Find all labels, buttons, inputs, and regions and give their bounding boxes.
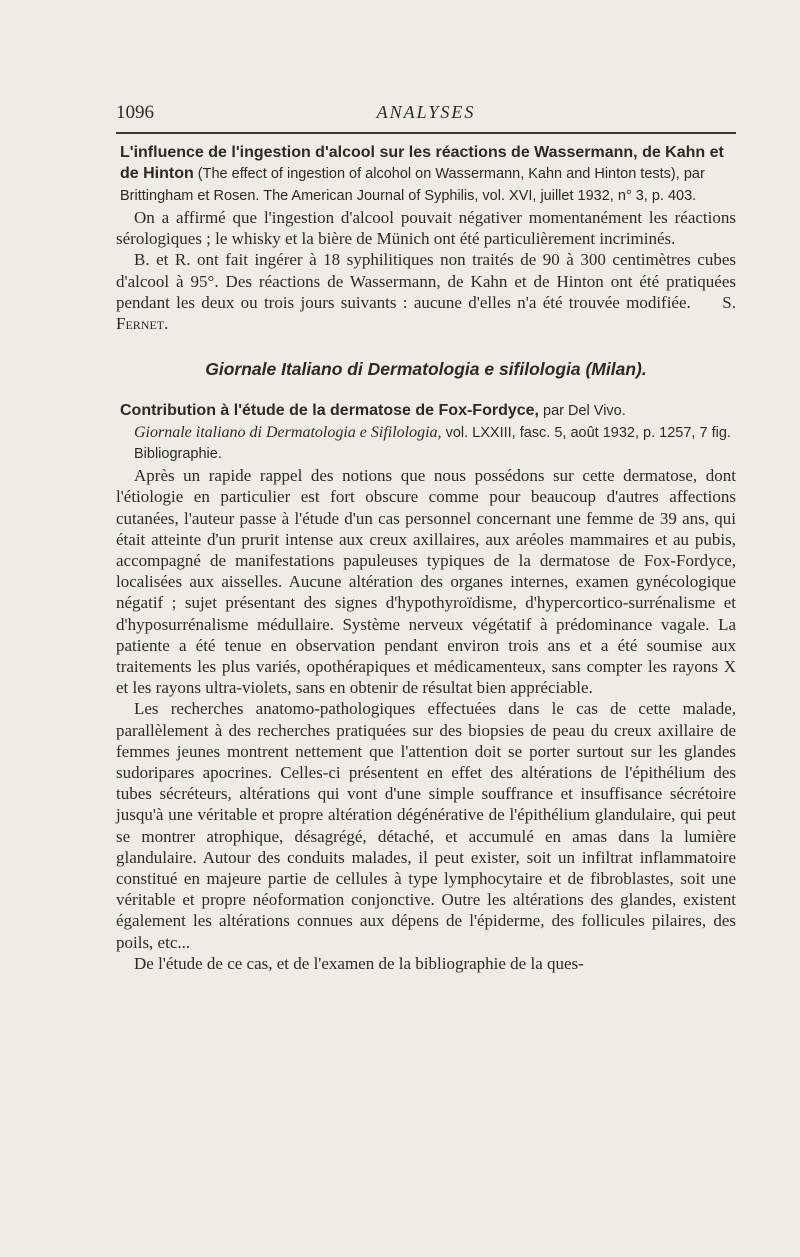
article-wassermann: [116, 142, 736, 334]
article-paragraph: Les recherches anatomo-pathologiques effectuées dans le cas de cette malade, parallèlement à des recherches pratiquées sur des biopsies de peau du creux axillaire de femmes jeunes montrent nettement que l'attention doit se porter surtout sur les glandes sudoripares apocrines. Celles-ci présentent en effet des altérations de l'épithélium des tubes sécréteurs, altérations qui vont d'une simple souffrance et insuffisance sécrétoire jusqu'à une véritable et propre altération dégénérative de l'épithélium glandulaire, qui peut se montrer atrophique, désagrégé, détaché, et accumulé en amas dans la lumière glandulaire. Autour des conduits malades, il peut exister, soit un infiltrat inflammatoire constitué en majeure partie de cellules à type lymphocytaire et de fibroblastes, soit une véritable et propre néoformation conjonctive. Outre les altérations des glandes, existent également les altérations connues aux dépens de l'épiderme, des follicules pilaires, des poils, etc...: [116, 699, 736, 952]
article-biblio-inline: (The effect of ingestion of alcohol on Wassermann, Kahn and Hinton tests), par: [193, 166, 705, 182]
article-title: [120, 400, 736, 422]
article-journal-details: vol. LXXIII, fasc. 5, août 1932, p. 1257, 7 fig. Bibliographie.: [134, 425, 731, 463]
running-head: ANALYSES: [376, 102, 476, 122]
article-journal: Giornale italiano di Dermatologia e Sifilologia,: [134, 424, 442, 442]
article-author-dot: .: [255, 188, 264, 204]
article-fox-fordyce: [116, 400, 736, 974]
header-rule: [116, 132, 736, 134]
page-number: 1096: [116, 102, 154, 123]
article-signature: S. Fernet.: [116, 292, 736, 334]
article-paragraph: Après un rapide rappel des notions que nous possédons sur cette dermatose, dont l'étiologie en particulier est fort obscure comme pour beaucoup d'autres affections cutanées, l'auteur passe à l'étude d'un cas personnel concernant une femme de 39 ans, qui était atteinte d'un prurit intense aux creux axillaires, aux aréoles mammaires et au pubis, accompagné de manifestations papuleuses typiques de la dermatose de Fox-Fordyce, localisées aux aisselles. Aucune altération des organes internes, examen gynécologique négatif ; sujet présentant des signes d'hypothyroïdisme, d'hypercortico-surrénalisme et d'hyposurrénalisme médullaire. Système nerveux végétatif à prédominance vagale. La patiente a été tenue en observation pendant environ trois ans et a été soumise aux traitements les plus variés, opothérapiques et médicamenteux, sans compter les rayons X et les rayons ultra-violets, sans en obtenir de résultat bien appréciable.: [116, 466, 736, 698]
page-content: [116, 142, 736, 974]
article-paragraph-text: B. et R. ont fait ingérer à 18 syphilitiques non traités de 90 à 300 centimètres cubes d'alcool à 95°. Des réactions de Wassermann, de Kahn et de Hinton ont été pratiquées pendant les deux ou trois jours suivants : aucune d'elles n'a été trouvée modifiée.: [116, 250, 736, 312]
article-title: [120, 142, 736, 207]
article-author: Rosen: [213, 188, 256, 204]
article-biblio: [116, 422, 736, 465]
article-paragraph: On a affirmé que l'ingestion d'alcool pouvait négativer momentanément les réactions sérologiques ; le whisky et la bière de Münich ont été particulièrement incriminés.: [116, 208, 736, 249]
article-author: Del Vivo.: [568, 403, 626, 420]
page-header: [116, 100, 736, 132]
section-heading: Giornale Italiano di Dermatologia e sifilologia (Milan).: [205, 359, 647, 380]
article-author-join: et: [193, 188, 214, 204]
article-title-text: Contribution à l'étude de la dermatose de Fox-Fordyce,: [120, 402, 539, 420]
article-paragraph: [116, 249, 736, 334]
article-journal: The American Journal of Syphilis,: [263, 188, 479, 204]
article-par: par: [538, 403, 568, 420]
article-paragraph: De l'étude de ce cas, et de l'examen de la bibliographie de la ques-: [134, 953, 584, 973]
article-journal-details: vol. XVI, juillet 1932, n° 3, p. 403.: [478, 188, 697, 204]
article-author: Brittingham: [120, 188, 194, 204]
article-title-text: L'influence de l'ingestion d'alcool sur les réactions de Wassermann, de Kahn et de Hinton: [120, 144, 724, 182]
